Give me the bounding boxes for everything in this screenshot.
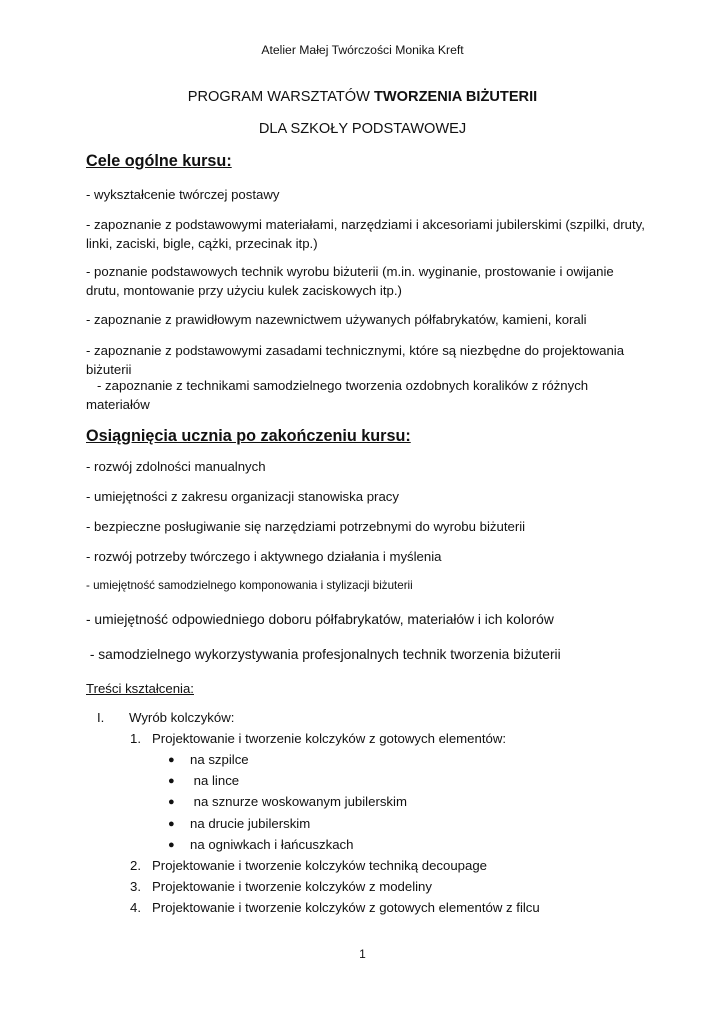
page-header: Atelier Małej Twórczości Monika Kreft: [261, 43, 464, 57]
achievement-item: - umiejętność odpowiedniego doboru półfabrykatów, materiałów i ich kolorów: [86, 612, 554, 627]
goals-item: - zapoznanie z podstawowymi materiałami, narzędziami i akcesoriami jubilerskimi (szpilki, druty, linki, zaciski, bigle, cążki, przecinak itp.): [86, 217, 645, 251]
list-item-text: Projektowanie i tworzenie kolczyków z gotowych elementów:: [152, 731, 507, 746]
list-item-text: Projektowanie i tworzenie kolczyków z modeliny: [152, 879, 432, 894]
list-number: 1.: [130, 731, 141, 746]
title-bold: TWORZENIA BIŻUTERII: [373, 89, 538, 105]
list-item-text: Projektowanie i tworzenie kolczyków z gotowych elementów z filcu: [152, 900, 540, 915]
bullet-item: na lince: [190, 773, 240, 788]
achievement-item: - rozwój potrzeby twórczego i aktywnego działania i myślenia: [86, 549, 442, 564]
document-subtitle: DLA SZKOŁY PODSTAWOWEJ: [258, 121, 467, 137]
list-number: 3.: [130, 879, 141, 894]
goals-item: - poznanie podstawowych technik wyrobu biżuterii (m.in. wyginanie, prostowanie i owijanie drutu, montowanie przy użyciu kulek zaciskowych itp.): [86, 264, 614, 298]
bullet-icon: ●: [168, 775, 175, 787]
goals-item: - zapoznanie z technikami samodzielnego tworzenia ozdobnych koralików z różnych materiałów: [86, 378, 592, 412]
bullet-item: na ogniwkach i łańcuszkach: [190, 837, 354, 852]
bullet-item: na szpilce: [190, 752, 249, 767]
bullet-icon: ●: [168, 839, 175, 851]
title-prefix: PROGRAM WARSZTATÓW: [187, 89, 374, 105]
bullet-icon: ●: [168, 754, 175, 766]
achievements-heading: Osiągnięcia ucznia po zakończeniu kursu:: [86, 427, 411, 445]
achievement-item: - rozwój zdolności manualnych: [86, 459, 266, 474]
section-marker: I.: [97, 710, 105, 725]
section-title: Wyrób kolczyków:: [129, 710, 235, 725]
bullet-icon: ●: [168, 796, 175, 808]
achievement-item: - umiejętność samodzielnego komponowania i stylizacji biżuterii: [86, 579, 413, 592]
document-title: [0, 89, 725, 105]
list-number: 2.: [130, 858, 141, 873]
bullet-icon: ●: [168, 818, 175, 830]
page-number: 1: [359, 947, 366, 961]
goals-item: - wykształcenie twórczej postawy: [86, 187, 280, 202]
goals-heading: Cele ogólne kursu:: [86, 152, 232, 170]
list-number: 4.: [130, 900, 141, 915]
achievement-item: - bezpieczne posługiwanie się narzędziami potrzebnymi do wyrobu biżuterii: [86, 519, 526, 534]
achievement-item: - umiejętności z zakresu organizacji stanowiska pracy: [86, 489, 399, 504]
bullet-item: na sznurze woskowanym jubilerskim: [190, 794, 407, 809]
goals-item: - zapoznanie z prawidłowym nazewnictwem używanych półfabrykatów, kamieni, korali: [86, 312, 587, 327]
list-item-text: Projektowanie i tworzenie kolczyków techniką decoupage: [152, 858, 487, 873]
achievement-item: - samodzielnego wykorzystywania profesjonalnych technik tworzenia biżuterii: [86, 647, 561, 662]
bullet-item: na drucie jubilerskim: [190, 816, 311, 831]
content-heading: Treści kształcenia:: [86, 681, 194, 696]
goals-item: - zapoznanie z podstawowymi zasadami technicznymi, które są niezbędne do projektowania biżuterii: [86, 343, 625, 377]
